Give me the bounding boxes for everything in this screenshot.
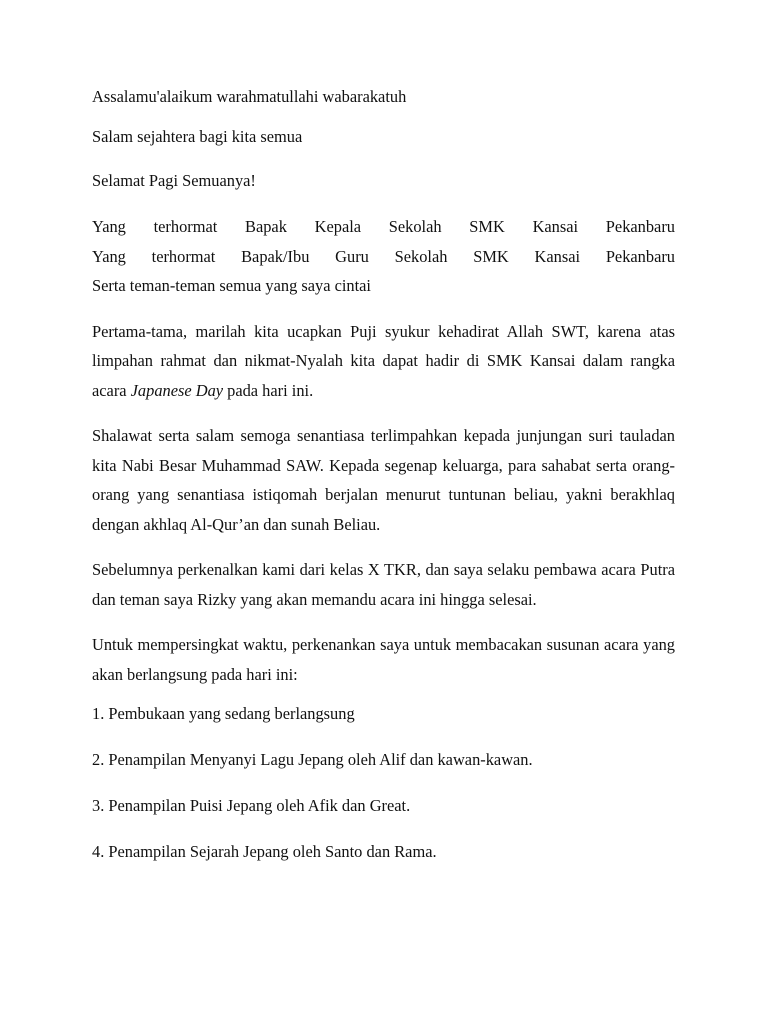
greeting-block [92, 212, 675, 301]
greeting-line: Yang terhormat Bapak Kepala Sekolah SMK Kansai Pekanbaru [92, 217, 675, 236]
document-page [92, 86, 675, 887]
paragraph-agenda-intro: Untuk mempersingkat waktu, perkenankan saya untuk membacakan susunan acara yang akan berlangsung pada hari ini: [92, 635, 675, 684]
greeting-line: Serta teman-teman semua yang saya cintai [92, 276, 371, 295]
opening-salam-sejahtera: Salam sejahtera bagi kita semua [92, 127, 303, 146]
greeting-line: Yang terhormat Bapak/Ibu Guru Sekolah SMK Kansai Pekanbaru [92, 246, 675, 266]
paragraph-introduction: Sebelumnya perkenalkan kami dari kelas X TKR, dan saya selaku pembawa acara Putra dan teman saya Rizky yang akan memandu acara ini hingga selesai. [92, 560, 675, 609]
agenda-item: 3. Penampilan Puisi Jepang oleh Afik dan Great. [92, 796, 411, 815]
paragraph-text: Pertama-tama, marilah kita ucapkan Puji syukur kehadirat Allah SWT, karena atas limpahan rahmat dan nikmat-Nyalah kita dapat hadir di SMK Kansai dalam rangka acara [92, 321, 675, 400]
event-name: Japanese Day [130, 380, 224, 400]
paragraph-shalawat: Shalawat serta salam semoga senantiasa terlimpahkan kepada junjungan suri tauladan kita Nabi Besar Muhammad SAW. Kepada segenap keluarga, para sahabat serta orang-orang yang senantiasa istiqomah berjalan menurut tuntunan beliau, yakni berakhlaq dengan akhlaq Al-Qur’an dan sunah Beliau. [92, 426, 675, 534]
opening-selamat-pagi: Selamat Pagi Semuanya! [92, 171, 256, 190]
agenda-item: 4. Penampilan Sejarah Jepang oleh Santo dan Rama. [92, 842, 437, 861]
opening-salam: Assalamu'alaikum warahmatullahi wabarakatuh [92, 87, 407, 106]
paragraph-opening-praise [92, 317, 675, 406]
agenda-item: 1. Pembukaan yang sedang berlangsung [92, 704, 355, 723]
agenda-item: 2. Penampilan Menyanyi Lagu Jepang oleh Alif dan kawan-kawan. [92, 750, 533, 769]
paragraph-text: pada hari ini. [223, 380, 314, 400]
